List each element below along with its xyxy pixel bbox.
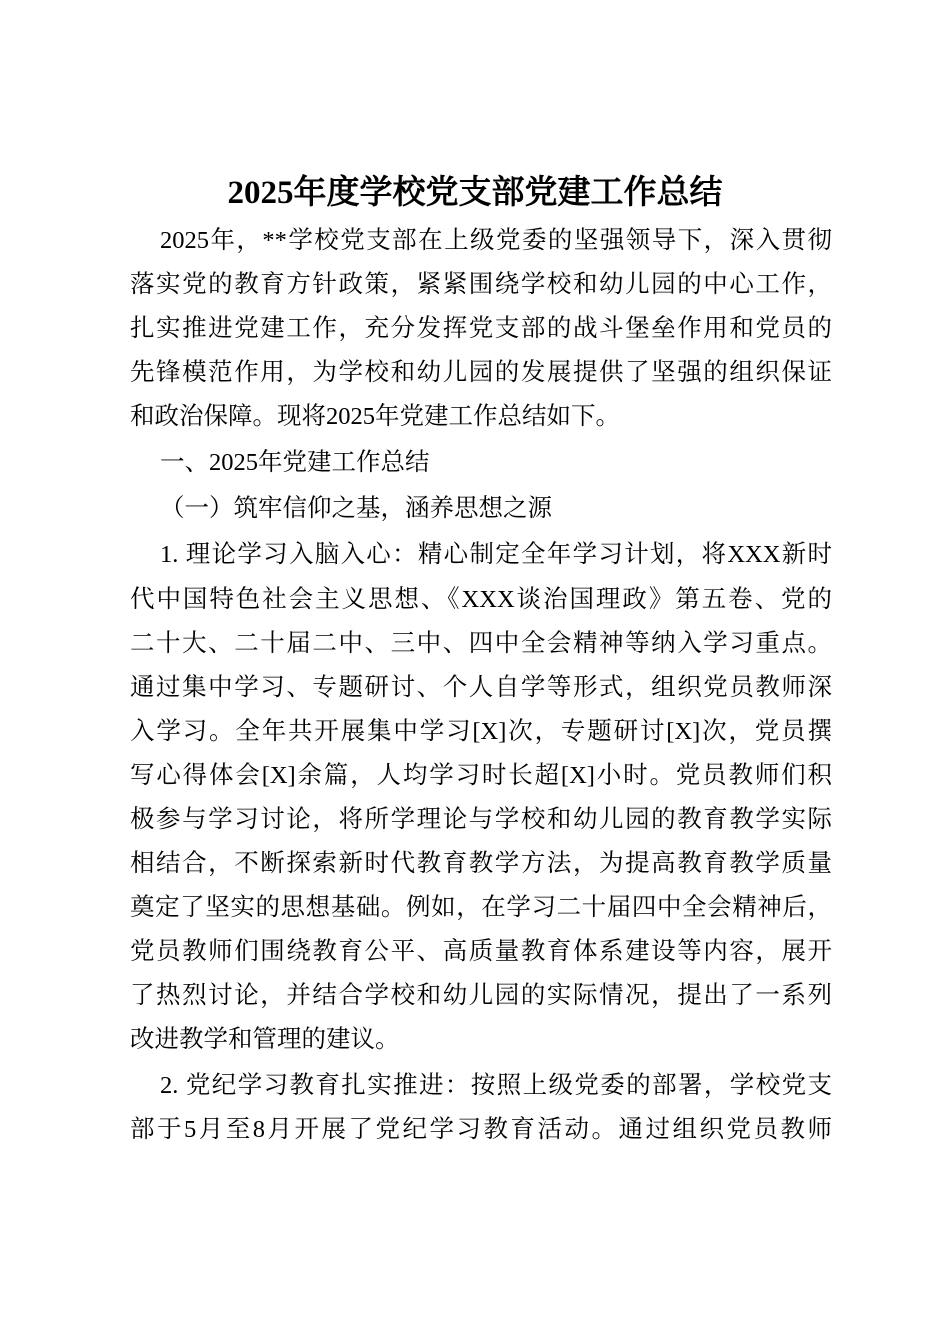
paragraph-theory-line-9: 奠定了坚实的思想基础。例如，在学习二十届四中全会精神后， (130, 894, 832, 921)
paragraph-discipline-line-2: 部于5月至8月开展了党纪学习教育活动。通过组织党员教师 (130, 1116, 832, 1143)
paragraph-theory-line-4: 通过集中学习、专题研讨、个人自学等形式，组织党员教师深 (130, 674, 832, 701)
paragraph-theory-line-12: 改进教学和管理的建议。 (130, 1026, 400, 1053)
paragraph-theory-line-7: 极参与学习讨论，将所学理论与学校和幼儿园的教育教学实际 (130, 806, 832, 833)
paragraph-intro-line-1: 2025年，**学校党支部在上级党委的坚强领导下，深入贯彻 (160, 227, 832, 254)
paragraph-theory-line-2: 代中国特色社会主义思想、《XXX谈治国理政》第五卷、党的 (130, 586, 832, 613)
paragraph-theory-line-6: 写心得体会[X]余篇，人均学习时长超[X]小时。党员教师们积 (130, 762, 832, 789)
document-title: 2025年度学校党支部党建工作总结 (227, 175, 723, 211)
paragraph-discipline-line-1: 2. 党纪学习教育扎实推进：按照上级党委的部署，学校党支 (160, 1072, 832, 1099)
subsection-heading: （一）筑牢信仰之基，涵养思想之源 (160, 495, 552, 522)
paragraph-theory-line-8: 相结合，不断探索新时代教育教学方法，为提高教育教学质量 (130, 850, 832, 877)
paragraph-intro-line-3: 扎实推进党建工作，充分发挥党支部的战斗堡垒作用和党员的 (130, 315, 832, 342)
paragraph-theory-line-1: 1. 理论学习入脑入心：精心制定全年学习计划，将XXX新时 (160, 541, 832, 568)
paragraph-theory-line-10: 党员教师们围绕教育公平、高质量教育体系建设等内容，展开 (130, 938, 832, 965)
paragraph-intro-line-5: 和政治保障。现将2025年党建工作总结如下。 (130, 403, 620, 430)
paragraph-theory-line-5: 入学习。全年共开展集中学习[X]次，专题研讨[X]次，党员撰 (130, 718, 832, 745)
section-heading: 一、2025年党建工作总结 (160, 449, 430, 476)
paragraph-theory-line-11: 了热烈讨论，并结合学校和幼儿园的实际情况，提出了一系列 (130, 982, 832, 1009)
paragraph-intro-line-4: 先锋模范作用，为学校和幼儿园的发展提供了坚强的组织保证 (130, 359, 832, 386)
paragraph-theory-line-3: 二十大、二十届二中、三中、四中全会精神等纳入学习重点。 (130, 630, 832, 657)
paragraph-intro-line-2: 落实党的教育方针政策，紧紧围绕学校和幼儿园的中心工作， (130, 271, 832, 298)
